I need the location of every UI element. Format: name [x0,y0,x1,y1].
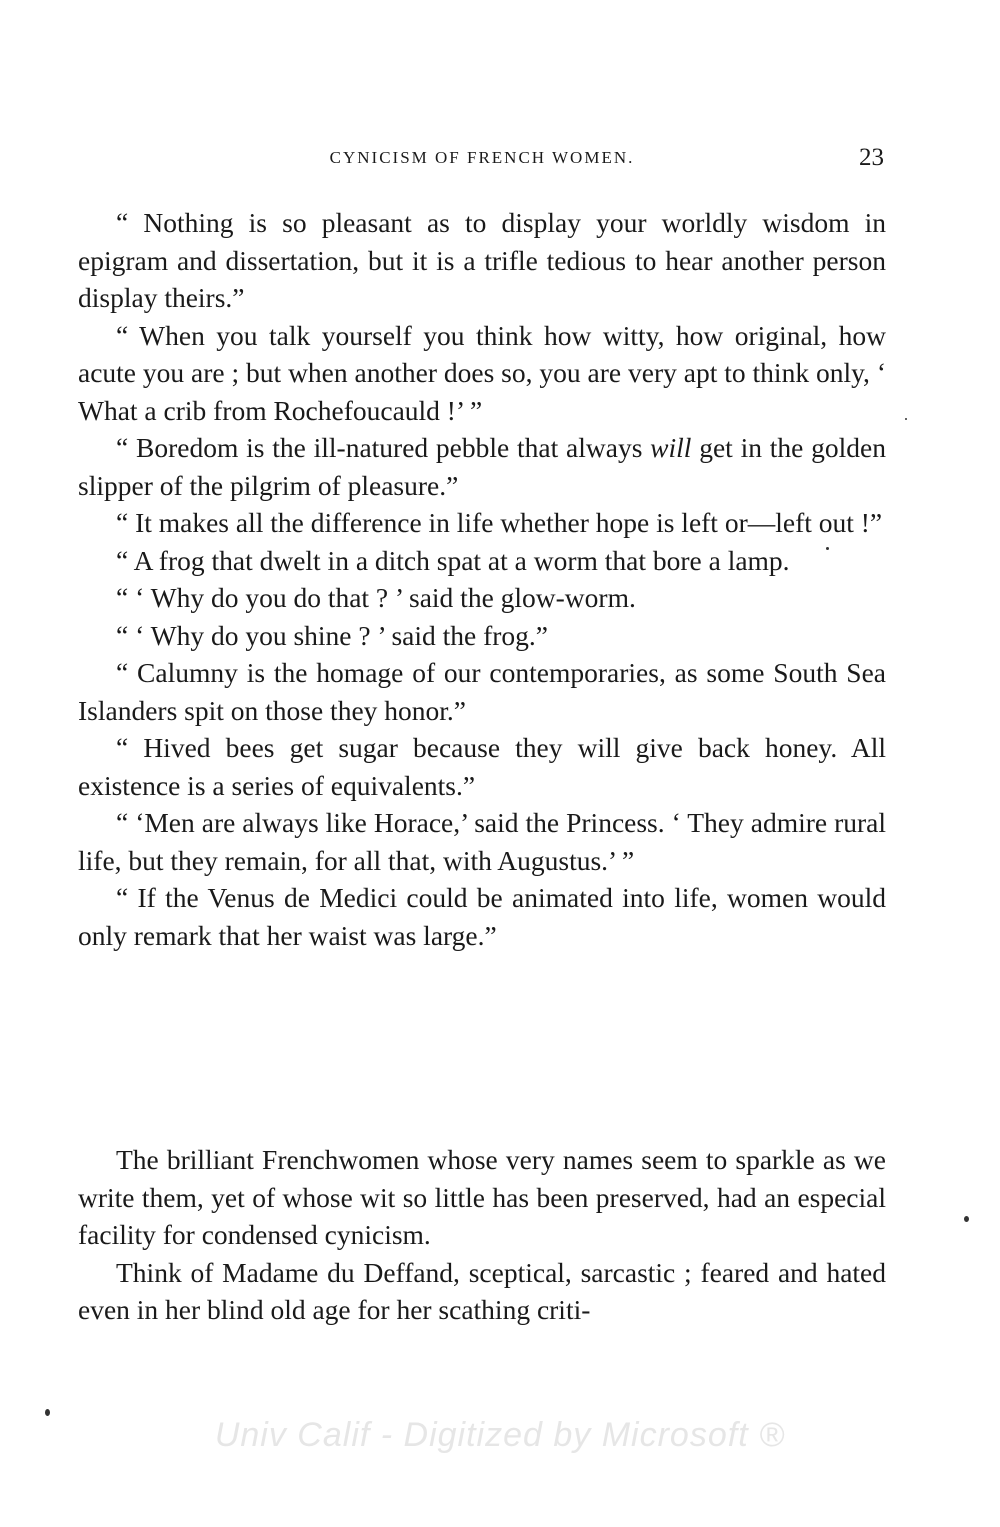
quote-3-before: “ Boredom is the ill-natured pebble that always [116,432,651,463]
quote-3-emphasis: will [650,432,692,463]
quote-paragraph-10: “ ‘Men are always like Horace,’ said the Princess. ‘ They admire rural life, but they remain, for all that, with Augustus.’ ” [78,807,886,876]
prose-section [78,1141,886,1329]
quote-paragraph-8: “ Calumny is the homage of our contemporaries, as some South Sea Islanders spit on those they honor.” [78,657,886,726]
page-number: 23 [859,144,884,171]
running-title: CYNICISM OF FRENCH WOMEN. [329,148,635,167]
quote-3-after: get in the golden slipper of the pilgrim of pleasure.” [78,432,886,501]
prose-paragraph-2: Think of Madame du Deffand, sceptical, sarcastic ; feared and hated even in her blind old age for her scathing criti- [78,1256,886,1325]
quote-paragraph-5: “ A frog that dwelt in a ditch spat at a worm that bore a lamp. [116,544,790,576]
quote-paragraph-11: “ If the Venus de Medici could be animated into life, women would only remark that her waist was large.” [78,882,886,951]
ink-speck [964,1216,969,1222]
quote-paragraph-7: “ ‘ Why do you shine ? ’ said the frog.” [116,619,548,651]
quote-paragraph-1: “ Nothing is so pleasant as to display your worldly wisdom in epigram and dissertation, but it is a trifle tedious to hear another person display theirs.” [78,207,886,313]
quotations-section [78,204,886,954]
prose-paragraph-1: The brilliant Frenchwomen whose very names seem to sparkle as we write them, yet of whose wit so little has been preserved, had an especial facility for condensed cynicism. [78,1144,886,1250]
quote-paragraph-9: “ Hived bees get sugar because they will give back honey. All existence is a series of equivalents.” [78,732,886,801]
quote-paragraph-4: “ It makes all the difference in life whether hope is left or—left out !” [116,507,883,538]
ink-speck [905,418,907,420]
quote-paragraph-6: “ ‘ Why do you do that ? ’ said the glow-worm. [116,582,636,613]
running-head [78,143,886,173]
ink-speck [826,547,829,550]
quote-paragraph-2: “ When you talk yourself you think how witty, how original, how acute you are ; but when another does so, you are very apt to think only, ‘ What a crib from Rochefoucauld !’ ” [78,319,886,426]
ink-speck [45,1409,50,1416]
quote-paragraph-3 [78,429,886,504]
digitization-watermark: Univ Calif - Digitized by Microsoft ® [214,1416,786,1454]
